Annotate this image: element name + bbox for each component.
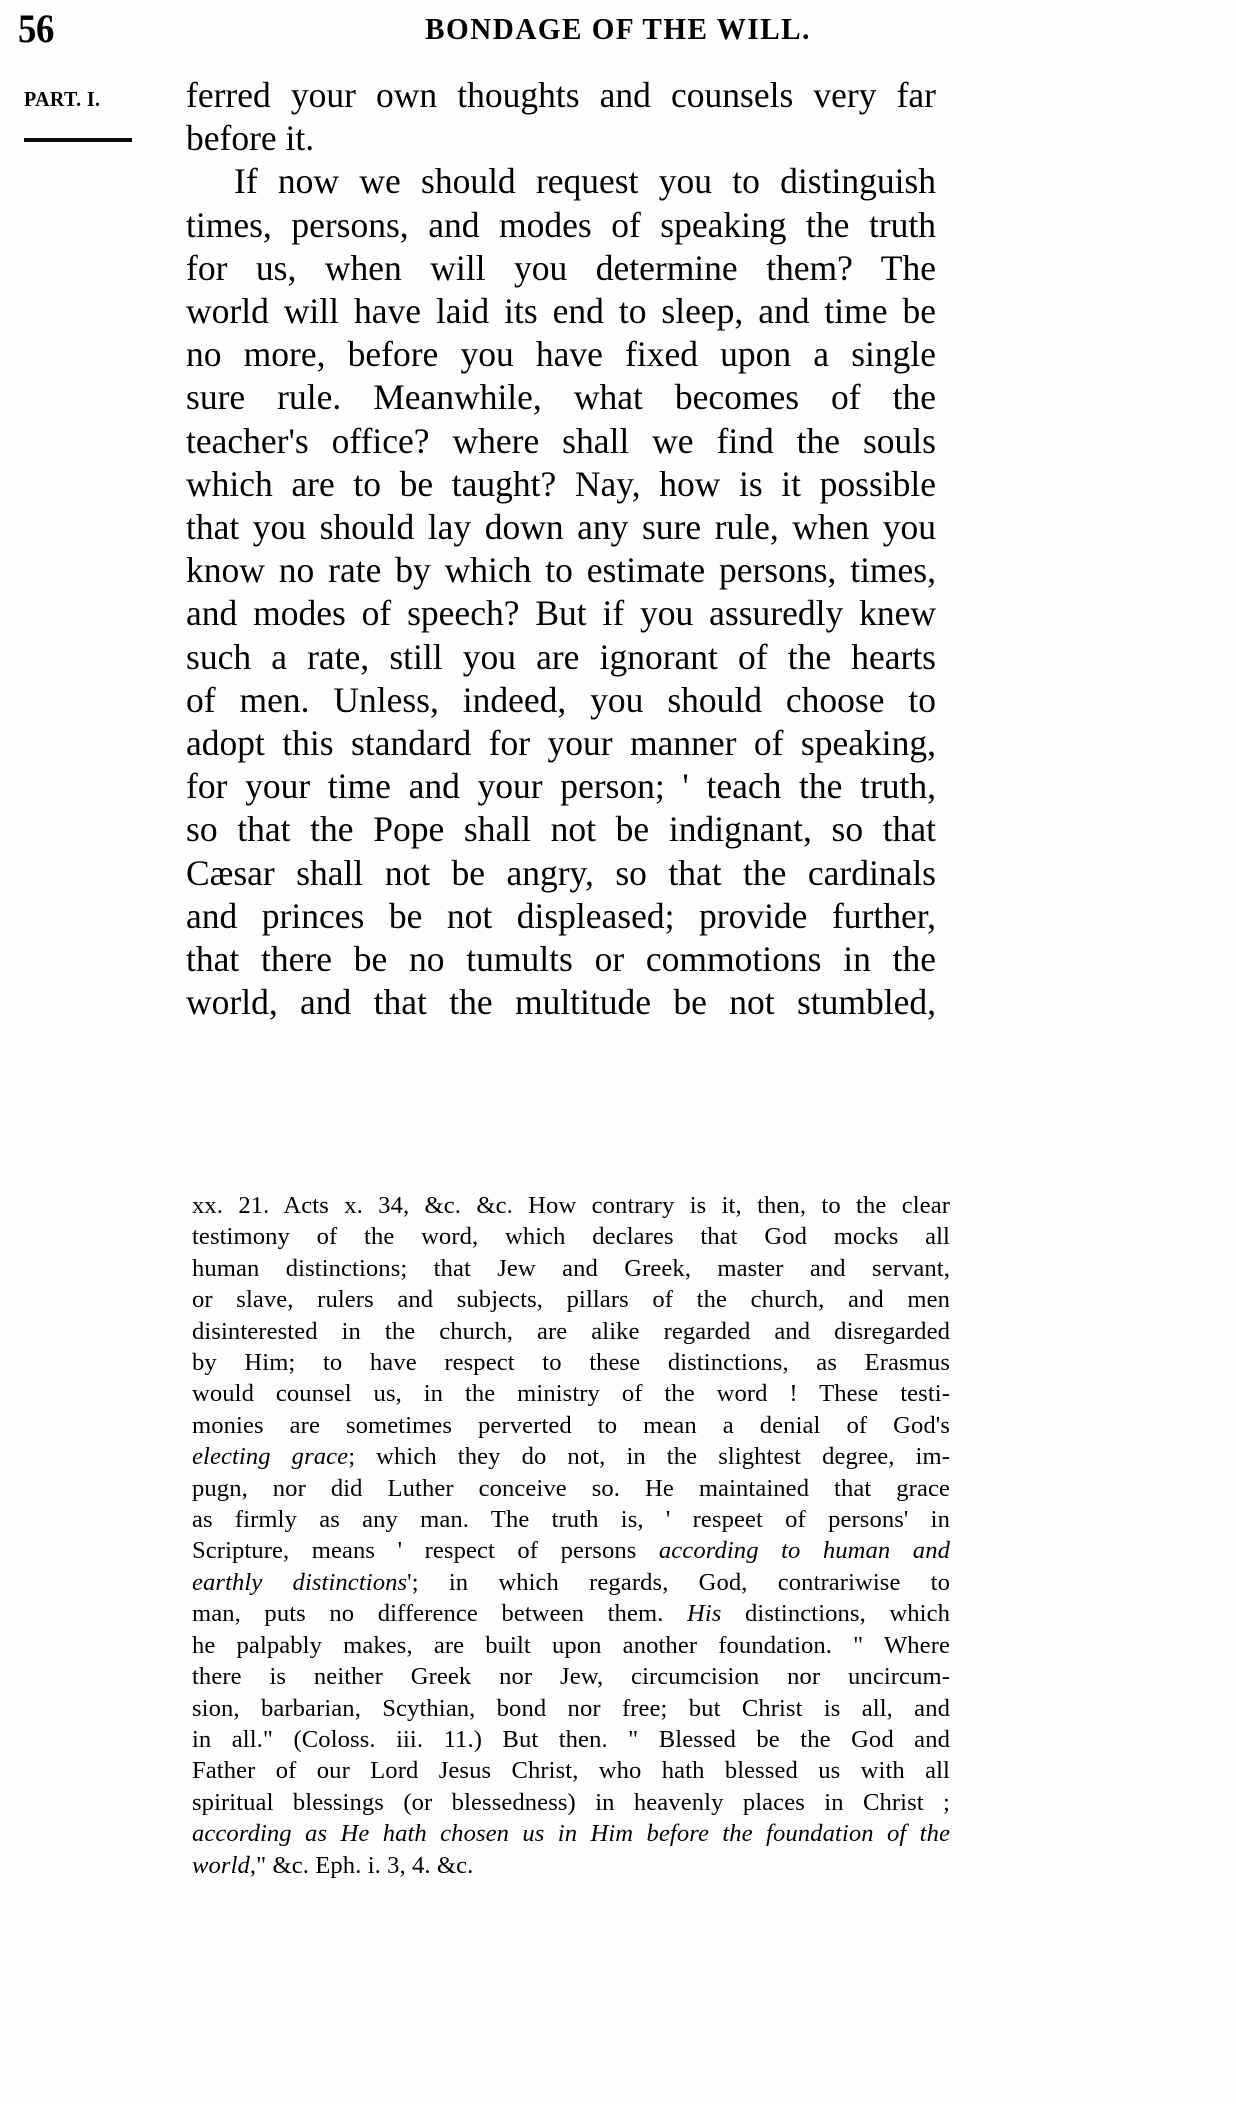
- body-line-text: and princes be not displeased; provide further,: [186, 895, 936, 936]
- body-line-text: know no rate by which to estimate persons, times,: [186, 550, 936, 591]
- footnote-text-run: in all." (Coloss. iii. 11.) But then. " Blessed be the God and: [192, 1725, 950, 1753]
- body-line: [186, 895, 936, 938]
- footnote-line: [192, 1535, 950, 1566]
- footnote-text-run: Scripture, means ' respect of persons: [192, 1537, 659, 1565]
- footnote-text-run: he palpably makes, are built upon another foundation. " Where: [192, 1631, 950, 1659]
- body-line-text: of men. Unless, indeed, you should choose to: [186, 679, 936, 720]
- footnote-text-run: " &c. Eph. i. 3, 4. &c.: [256, 1851, 474, 1879]
- footnote-line: [192, 1284, 950, 1315]
- footnote-line: [192, 1316, 950, 1347]
- body-line: [186, 204, 936, 247]
- body-line-text: before it.: [186, 118, 315, 159]
- footnote-line: [192, 1724, 950, 1755]
- footnote-line: [192, 1253, 950, 1284]
- footnote-line: [192, 1755, 950, 1786]
- body-line: [186, 852, 936, 895]
- body-line-text: that you should lay down any sure rule, when you: [186, 507, 936, 548]
- footnote-text-run: disinterested in the church, are alike regarded and disregarded: [192, 1317, 950, 1345]
- body-line: [186, 247, 936, 290]
- footnote-line: [192, 1598, 950, 1629]
- body-line: [186, 420, 936, 463]
- footnote-text-run: pugn, nor did Luther conceive so. He maintained that grace: [192, 1474, 950, 1502]
- body-line: [186, 74, 936, 117]
- body-line-text: such a rate, still you are ignorant of the hearts: [186, 636, 936, 677]
- footnote-italic-run: His: [686, 1600, 722, 1628]
- footnote-line: [192, 1818, 950, 1849]
- footnote-line: [192, 1850, 950, 1881]
- footnote-text-run: ; which they do not, in the slightest degree, im-: [348, 1443, 950, 1471]
- footnote-italic-run: world,: [192, 1851, 257, 1879]
- footnote-text-run: spiritual blessings (or blessedness) in heavenly places in Christ ;: [192, 1788, 950, 1816]
- body-line-text: no more, before you have fixed upon a single: [186, 334, 936, 375]
- body-line: [186, 333, 936, 376]
- footnote-text-run: sion, barbarian, Scythian, bond nor free; but Christ is all, and: [192, 1694, 950, 1722]
- footnote-text-run: human distinctions; that Jew and Greek, master and servant,: [192, 1254, 950, 1282]
- body-line-text: ferred your own thoughts and counsels very far: [186, 75, 936, 115]
- body-line: [186, 160, 936, 203]
- footnote-text-run: xx. 21. Acts x. 34, &c. &c. How contrary is it, then, to the clear: [192, 1192, 950, 1219]
- body-line-text: so that the Pope shall not be indignant, so that: [186, 809, 936, 850]
- footnote-text-run: by Him; to have respect to these distinctions, as Erasmus: [192, 1349, 950, 1377]
- footnote-line: [192, 1787, 950, 1818]
- footnote-line: [192, 1693, 950, 1724]
- body-line: [186, 506, 936, 549]
- body-line: [186, 808, 936, 851]
- footnote-text-run: testimony of the word, which declares that God mocks all: [192, 1223, 950, 1251]
- body-line-text: which are to be taught? Nay, how is it possible: [186, 463, 936, 504]
- footnote-line: [192, 1190, 950, 1221]
- body-line: [186, 636, 936, 679]
- footnote-text-run: distinctions, which: [721, 1600, 950, 1628]
- footnote-italic-run: according to human and: [658, 1537, 950, 1565]
- body-line: [186, 117, 936, 160]
- footnote-line: [192, 1441, 950, 1472]
- body-line-text: that there be no tumults or commotions in the: [186, 939, 936, 980]
- footnote-text-run: there is neither Greek nor Jew, circumcision nor uncircum-: [192, 1663, 950, 1691]
- footnote-italic-run: earthly distinctions: [192, 1568, 408, 1596]
- body-line: [186, 290, 936, 333]
- body-line-text: sure rule. Meanwhile, what becomes of the: [186, 377, 936, 418]
- footnote-line: [192, 1473, 950, 1504]
- page-header: [0, 6, 1236, 58]
- footnote-text-run: or slave, rulers and subjects, pillars of the church, and men: [192, 1286, 950, 1314]
- footnote-text-run: as firmly as any man. The truth is, ' respeet of persons' in: [192, 1506, 950, 1534]
- footnote-italic-run: according as He hath chosen us in Him before the foundation of the: [192, 1820, 950, 1848]
- footnote-line: [192, 1567, 950, 1598]
- body-line-text: adopt this standard for your manner of speaking,: [186, 723, 936, 764]
- body-line: [186, 376, 936, 419]
- body-line: [186, 463, 936, 506]
- footnote-text-run: Father of our Lord Jesus Christ, who hath blessed us with all: [192, 1757, 950, 1785]
- footnote-block: [192, 1190, 950, 1881]
- footnote-text-run: monies are sometimes perverted to mean a denial of God's: [192, 1411, 950, 1439]
- footnote-line: [192, 1221, 950, 1252]
- body-text-block: [186, 74, 936, 1024]
- body-line: [186, 722, 936, 765]
- body-line: [186, 938, 936, 981]
- body-line-text: If now we should request you to distinguish: [234, 161, 936, 202]
- body-line: [186, 765, 936, 808]
- footnote-line: [192, 1661, 950, 1692]
- footnote-text-run: man, puts no difference between them.: [192, 1600, 687, 1628]
- body-line-text: world will have laid its end to sleep, and time be: [186, 291, 936, 332]
- body-line: [186, 592, 936, 635]
- footnote-line: [192, 1504, 950, 1535]
- margin-note: [24, 86, 174, 112]
- margin-note-label: PART. I.: [24, 87, 101, 111]
- body-line-text: Cæsar shall not be angry, so that the cardinals: [186, 852, 936, 893]
- body-line: [186, 679, 936, 722]
- footnote-line: [192, 1347, 950, 1378]
- footnote-line: [192, 1410, 950, 1441]
- running-head: BONDAGE OF THE WILL.: [425, 11, 811, 46]
- body-line-text: for your time and your person; ' teach the truth,: [186, 766, 936, 807]
- footnote-text-run: '; in which regards, God, contrariwise to: [407, 1568, 950, 1596]
- footnote-italic-run: electing grace: [192, 1443, 349, 1471]
- body-line-text: teacher's office? where shall we find the souls: [186, 420, 936, 461]
- footnote-text-run: would counsel us, in the ministry of the word ! These testi-: [192, 1380, 950, 1408]
- footnote-line: [192, 1378, 950, 1409]
- body-line-text: times, persons, and modes of speaking the truth: [186, 204, 936, 245]
- body-line-text: and modes of speech? But if you assuredly knew: [186, 593, 936, 634]
- margin-rule: [24, 138, 132, 142]
- footnote-line: [192, 1630, 950, 1661]
- body-line: [186, 981, 936, 1024]
- body-line-text: world, and that the multitude be not stumbled,: [186, 982, 936, 1023]
- body-line-text: for us, when will you determine them? The: [186, 247, 936, 288]
- folio-number: 56: [18, 6, 54, 51]
- body-line: [186, 549, 936, 592]
